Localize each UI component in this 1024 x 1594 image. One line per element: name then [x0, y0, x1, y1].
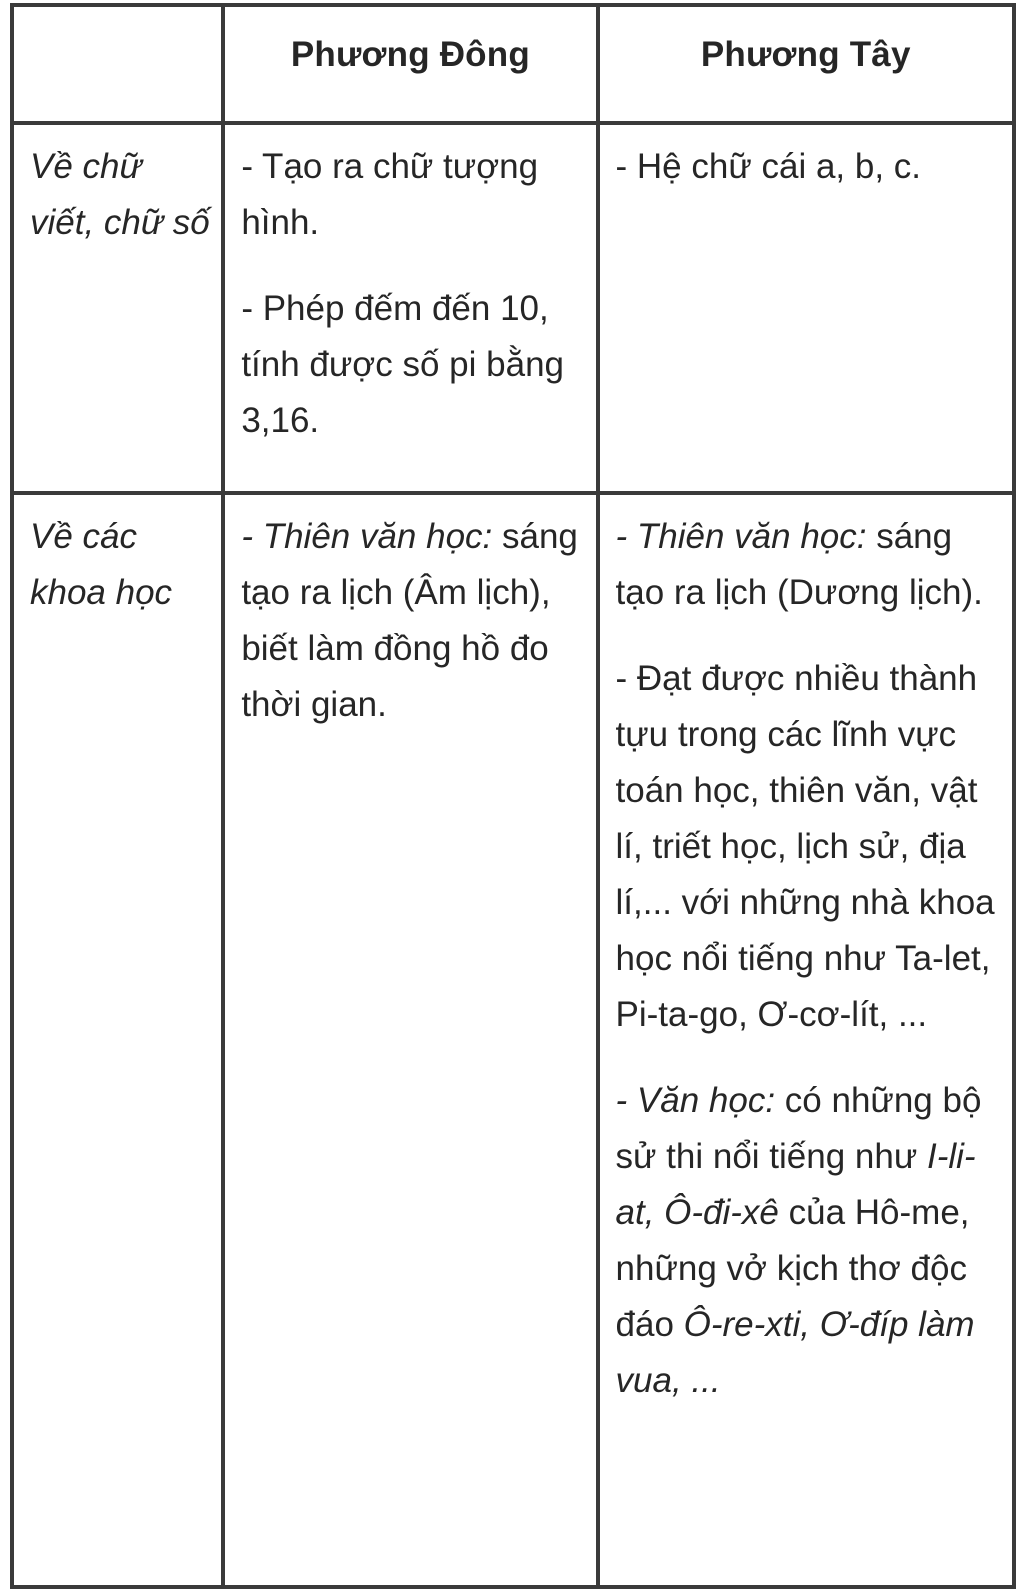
- comparison-table: [10, 3, 1016, 1589]
- west-item: - Đạt được nhiều thành tựu trong các lĩnh vực toán học, thiên văn, vật lí, triết học, lịch sử, địa lí,... với những nhà khoa học nổi tiếng như Ta-let, Pi-ta-go, Ơ-cơ-lít, ...: [615, 659, 995, 1034]
- east-cell: [223, 493, 597, 1587]
- west-item-text: của Hô-me, những vở kịch thơ độc đáo: [615, 1193, 970, 1344]
- header-west: [598, 5, 1014, 123]
- row-label: Về các khoa học: [30, 517, 173, 612]
- epic-titles: I-li-at, Ô-đi-xê: [615, 1137, 976, 1232]
- west-item: [616, 509, 998, 621]
- row-label-cell: [12, 493, 223, 1587]
- west-item-italic: - Thiên văn học:: [615, 517, 867, 556]
- header-east-label: Phương Đông: [290, 35, 530, 74]
- west-item: - Hệ chữ cái a, b, c.: [615, 147, 921, 186]
- header-east: [223, 5, 597, 123]
- header-row: [12, 5, 1014, 123]
- table-row-writing: [12, 123, 1014, 493]
- east-item-text: sáng tạo ra lịch (Âm lịch), biết làm đồng hồ đo thời gian.: [241, 517, 578, 724]
- east-item: - Phép đếm đến 10, tính được số pi bằng 3,16.: [241, 289, 565, 440]
- east-item: - Tạo ra chữ tượng hình.: [241, 147, 539, 242]
- west-item-text: có những bộ sử thi nổi tiếng như: [615, 1081, 982, 1176]
- west-cell: [598, 493, 1014, 1587]
- east-item-italic: - Thiên văn học:: [241, 517, 493, 556]
- header-west-label: Phương Tây: [700, 35, 911, 74]
- east-cell: [223, 123, 597, 493]
- west-cell: [598, 123, 1014, 493]
- west-item: [616, 1073, 998, 1409]
- east-item: [241, 509, 581, 733]
- table-row-sciences: [12, 493, 1014, 1587]
- west-item-text: sáng tạo ra lịch (Dương lịch).: [615, 517, 983, 612]
- row-label-cell: [12, 123, 223, 493]
- header-empty-cell: [12, 5, 223, 123]
- row-label: Về chữ viết, chữ số: [30, 147, 210, 242]
- play-titles: Ô-re-xti, Ơ-đíp làm vua, ...: [615, 1305, 975, 1400]
- west-item-italic: - Văn học:: [615, 1081, 776, 1120]
